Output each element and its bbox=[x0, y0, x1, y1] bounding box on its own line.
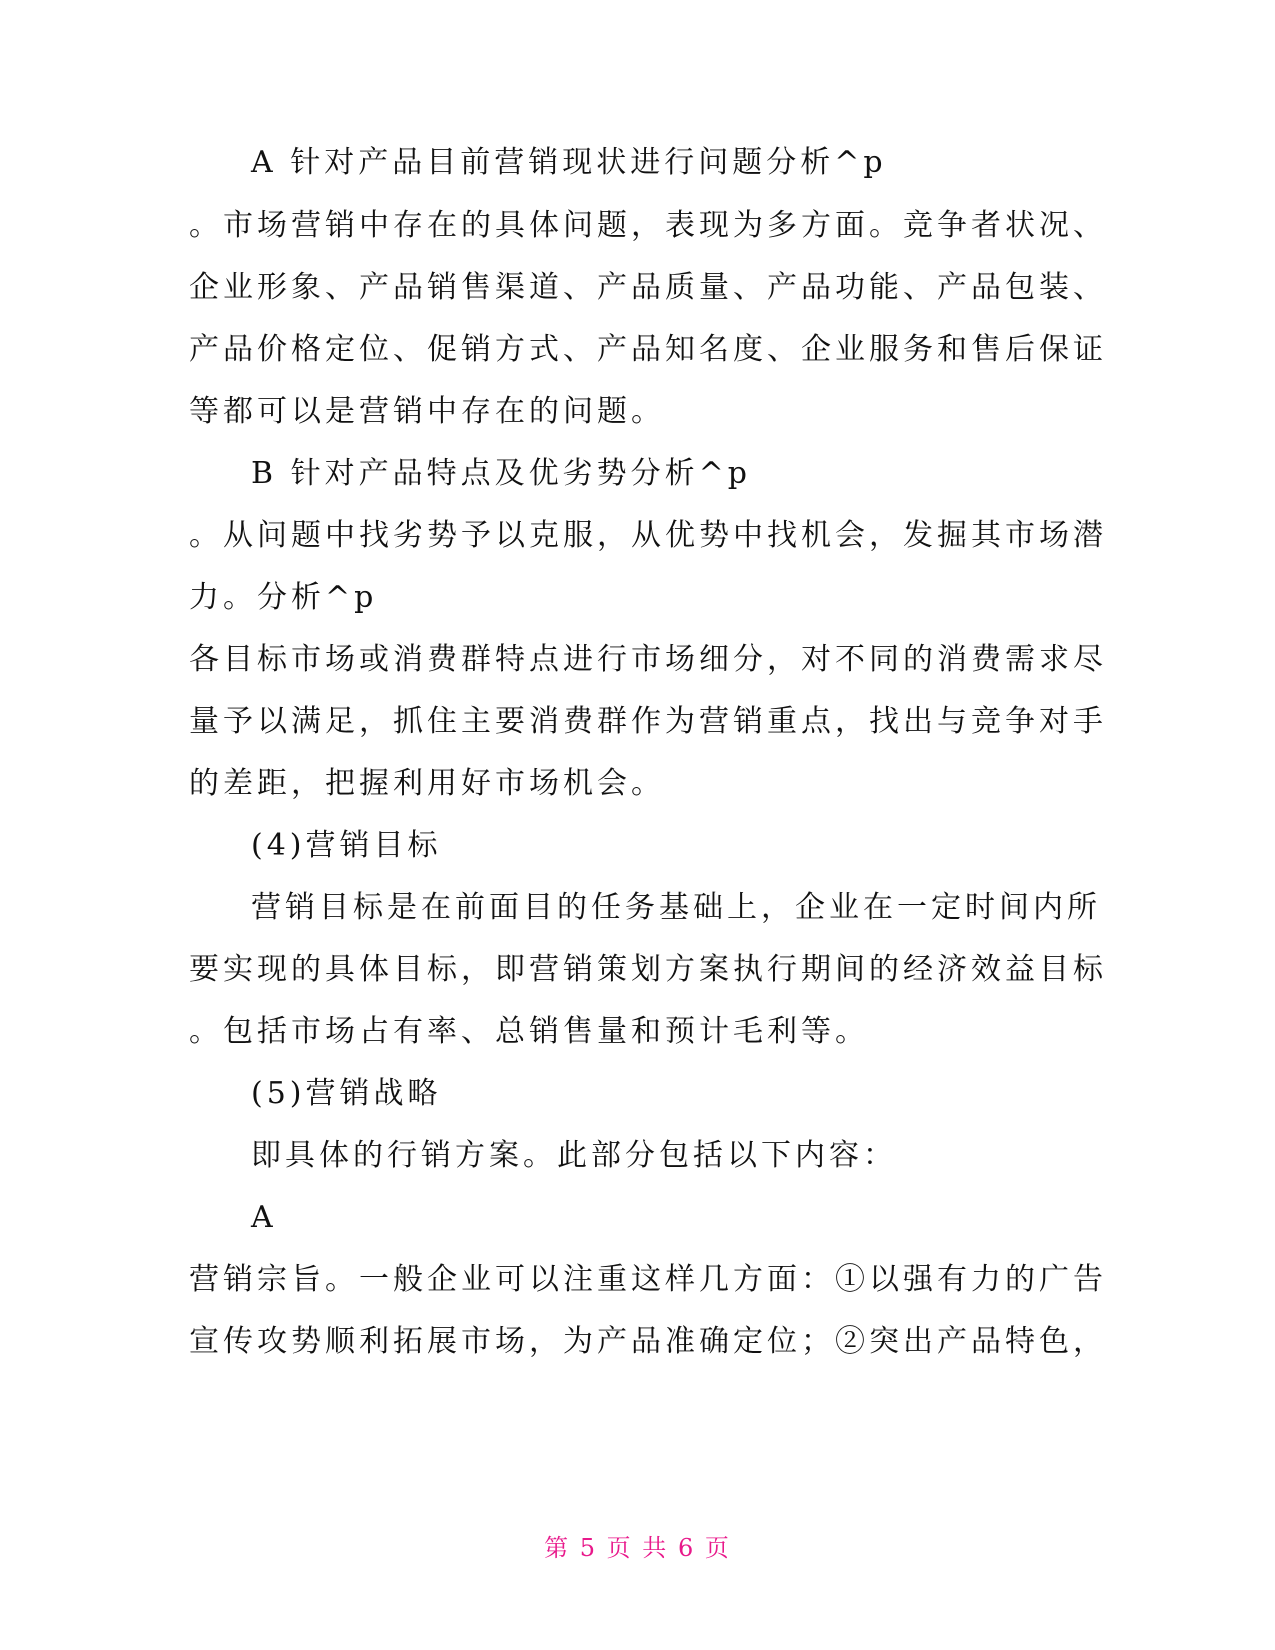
paragraph-line: 。市场营销中存在的具体问题，表现为多方面。竞争者状况、 bbox=[189, 208, 1107, 243]
paragraph-line: 宣传攻势顺利拓展市场，为产品准确定位；②突出产品特色， bbox=[189, 1324, 1107, 1359]
paragraph-line: 力。分析^p bbox=[189, 580, 378, 615]
paragraph-line: 营销宗旨。一般企业可以注重这样几方面：①以强有力的广告 bbox=[189, 1262, 1107, 1297]
paragraph-line: 要实现的具体目标，即营销策划方案执行期间的经济效益目标 bbox=[189, 952, 1107, 987]
paragraph-line: 企业形象、产品销售渠道、产品质量、产品功能、产品包装、 bbox=[189, 270, 1107, 305]
page-number-footer: 第 5 页 共 6 页 bbox=[544, 1534, 731, 1562]
paragraph-line: 量予以满足，抓住主要消费群作为营销重点，找出与竞争对手 bbox=[189, 704, 1107, 739]
section-heading: (4)营销目标 bbox=[251, 828, 442, 863]
paragraph-line: 。包括市场占有率、总销售量和预计毛利等。 bbox=[189, 1014, 869, 1049]
paragraph-line: 营销目标是在前面目的任务基础上，企业在一定时间内所 bbox=[251, 890, 1101, 925]
paragraph-line: 等都可以是营销中存在的问题。 bbox=[189, 394, 665, 429]
paragraph-line: 的差距，把握利用好市场机会。 bbox=[189, 766, 665, 801]
section-heading: (5)营销战略 bbox=[251, 1076, 442, 1111]
paragraph-line: 各目标市场或消费群特点进行市场细分，对不同的消费需求尽 bbox=[189, 642, 1107, 677]
paragraph-line: A 针对产品目前营销现状进行问题分析^p bbox=[251, 145, 887, 180]
paragraph-line: 。从问题中找劣势予以克服，从优势中找机会，发掘其市场潜 bbox=[189, 518, 1107, 553]
paragraph-line: A bbox=[251, 1200, 277, 1235]
paragraph-line: B 针对产品特点及优劣势分析^p bbox=[251, 456, 751, 491]
paragraph-line: 产品价格定位、促销方式、产品知名度、企业服务和售后保证 bbox=[189, 332, 1107, 367]
paragraph-line: 即具体的行销方案。此部分包括以下内容： bbox=[251, 1138, 897, 1173]
